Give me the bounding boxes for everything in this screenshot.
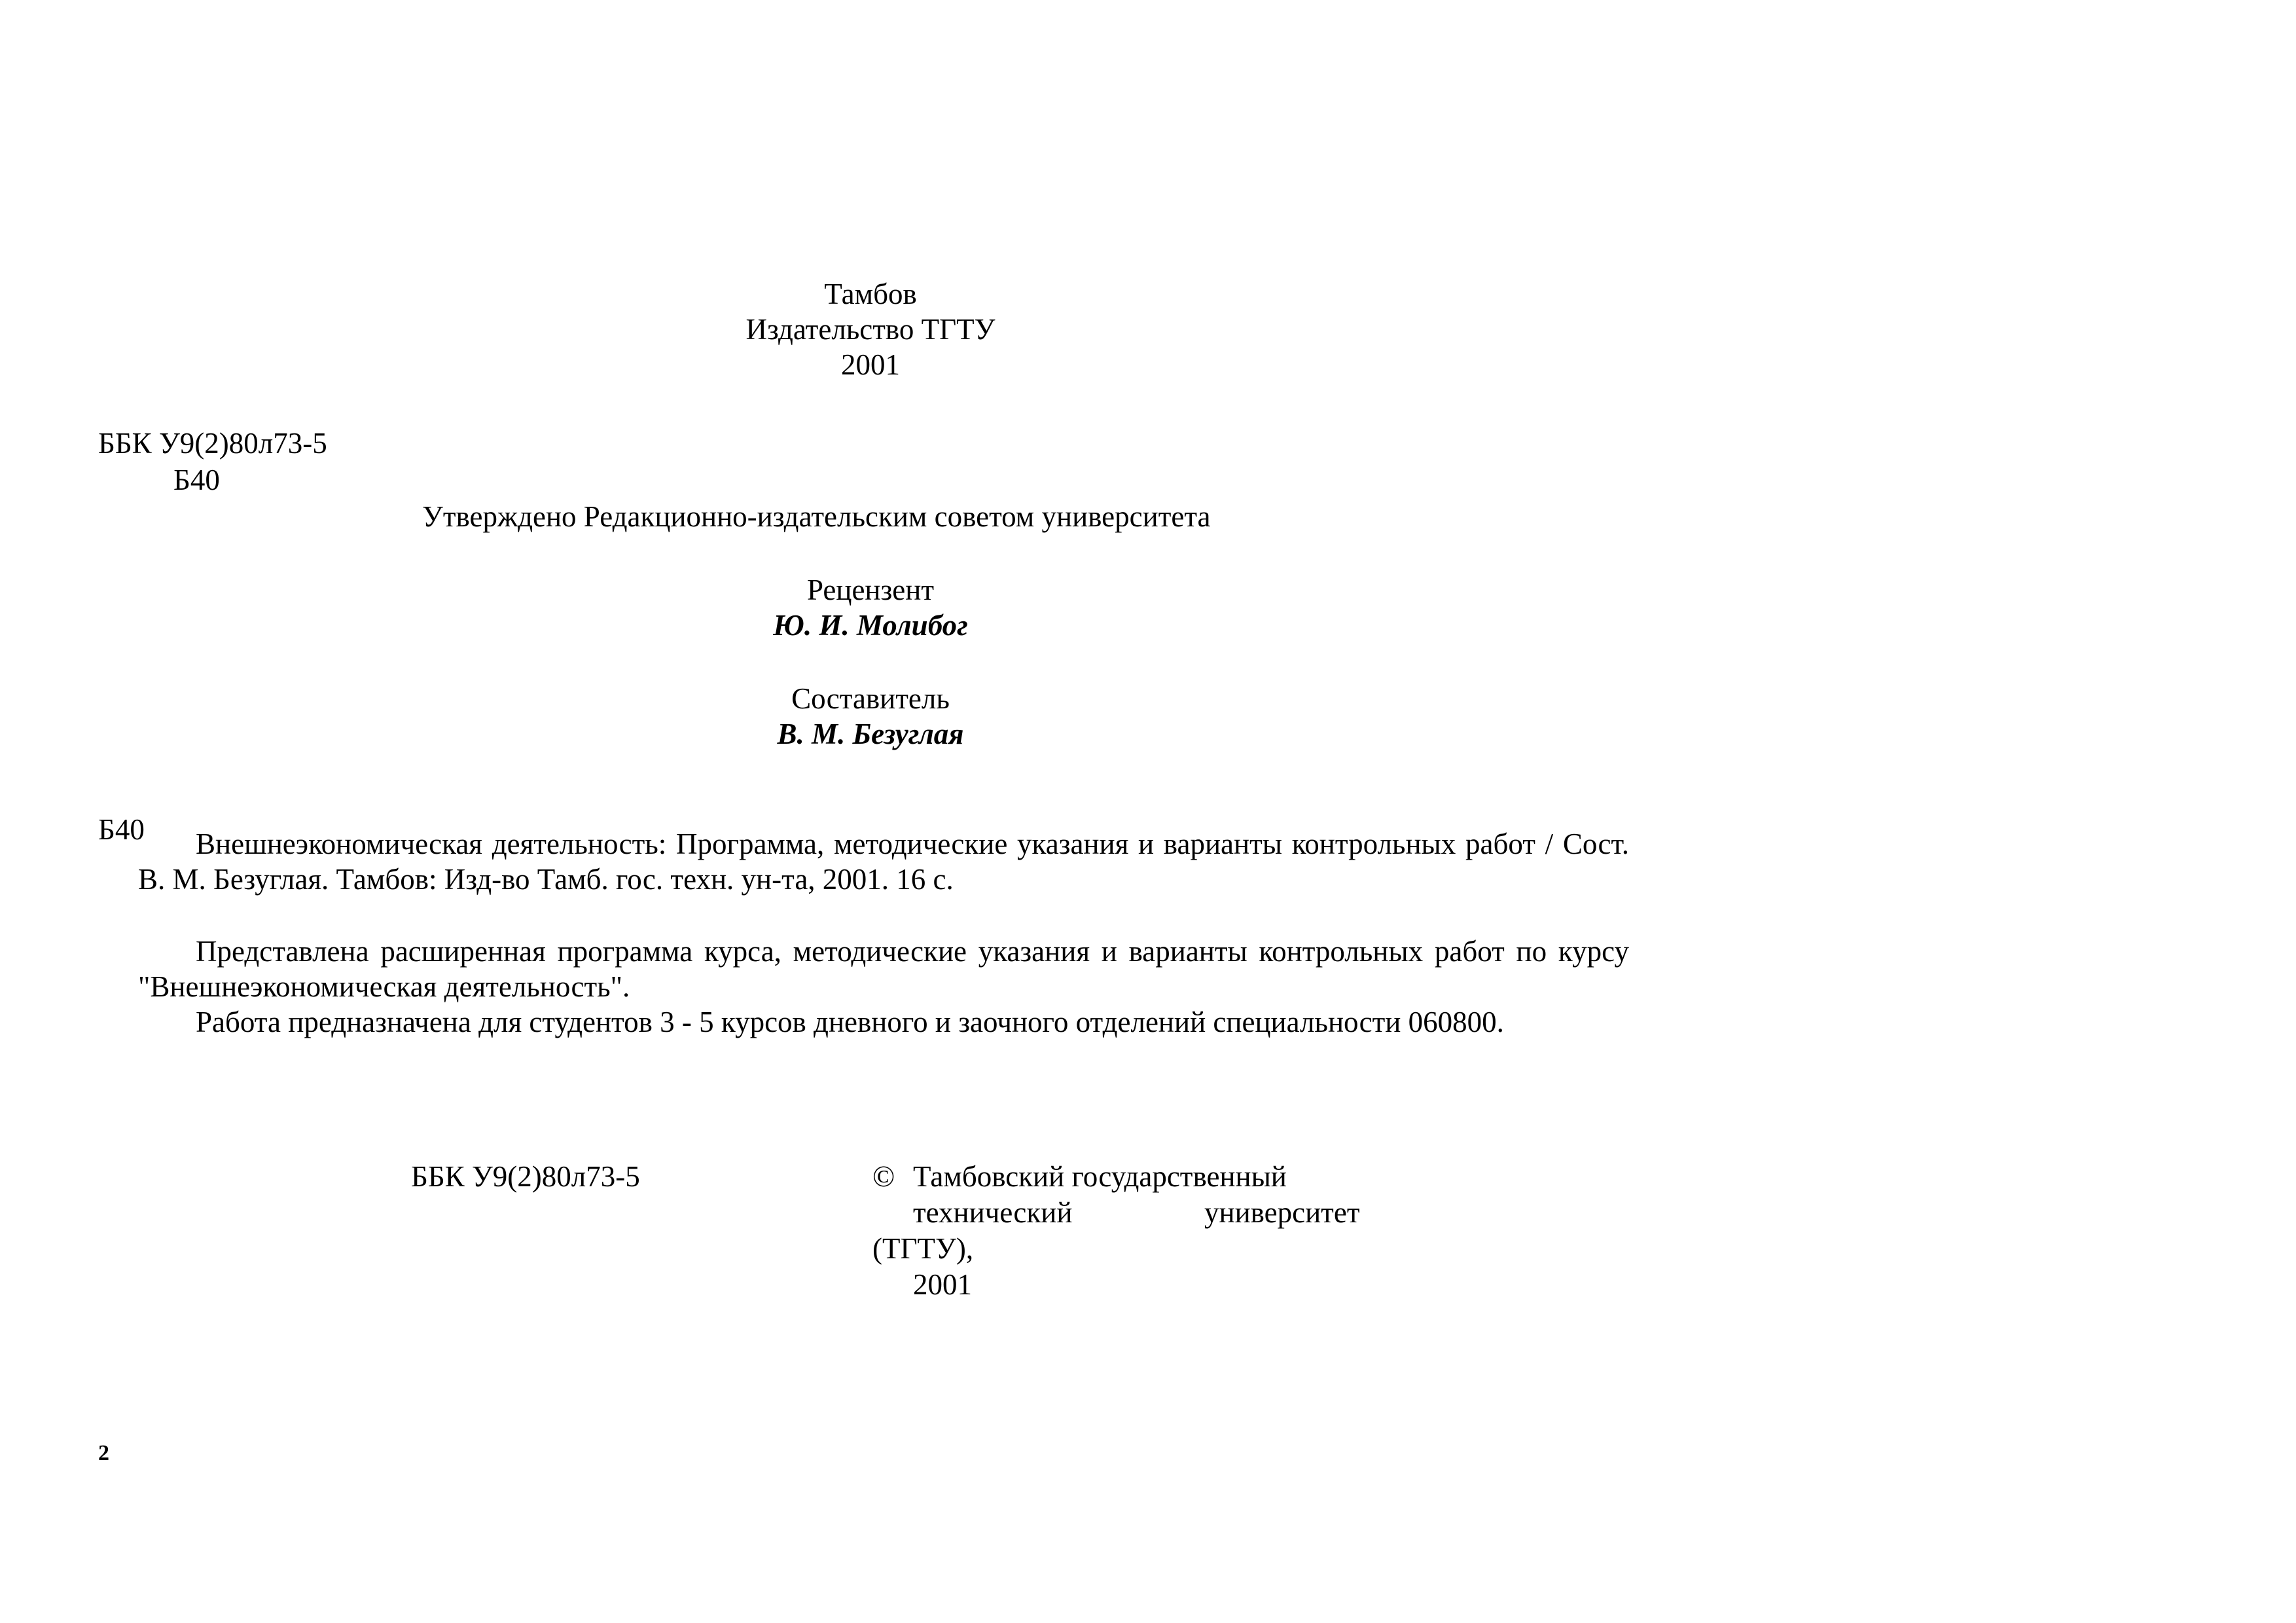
imprint-publisher: Издательство ТГТУ <box>745 313 996 346</box>
abstract-paragraph-1: Представлена расширенная программа курса, методические указания и варианты контрольных работ по курсу "Внешнеэкономическая деятельность". <box>138 935 1629 1003</box>
compiler-name: В. М. Безуглая <box>777 718 964 750</box>
bibliographic-text: Внешнеэкономическая деятельность: Программа, методические указания и варианты контрольных работ / Сост. В. М. Безуглая. Тамбов: Изд-во Тамб. гос. техн. ун-та, 2001. 16 с. <box>138 828 1629 896</box>
copyright-line-2b: университет <box>1204 1196 1360 1229</box>
reviewer-name: Ю. И. Молибог <box>773 609 968 642</box>
compiler-block <box>681 681 1060 752</box>
author-sign: Б40 <box>173 464 220 496</box>
imprint-block <box>681 276 1060 382</box>
approval-statement: Утверждено Редакционно-издательским советом университета <box>422 500 1211 533</box>
abstract <box>138 934 1629 1040</box>
compiler-label: Составитель <box>791 682 950 715</box>
footer-bbk-code: ББК У9(2)80л73-5 <box>411 1160 640 1193</box>
copyright-symbol: © <box>872 1160 895 1193</box>
copyright-line-3: (ТГТУ), <box>872 1232 974 1265</box>
copyright-line-1: Тамбовский государственный <box>913 1160 1287 1193</box>
copyright-year: 2001 <box>913 1268 972 1301</box>
imprint-city: Тамбов <box>824 278 917 310</box>
reviewer-label: Рецензент <box>806 574 935 606</box>
page-number: 2 <box>98 1441 109 1465</box>
bibliographic-description <box>138 826 1629 897</box>
copyright-line-2a: технический <box>913 1196 1073 1229</box>
reviewer-block <box>681 572 1060 643</box>
abstract-paragraph-2: Работа предназначена для студентов 3 - 5 курсов дневного и заочного отделений специальности 060800. <box>196 1006 1504 1038</box>
imprint-year: 2001 <box>841 348 900 381</box>
bbk-code: ББК У9(2)80л73-5 <box>98 427 327 460</box>
bibliographic-sign: Б40 <box>98 813 145 846</box>
